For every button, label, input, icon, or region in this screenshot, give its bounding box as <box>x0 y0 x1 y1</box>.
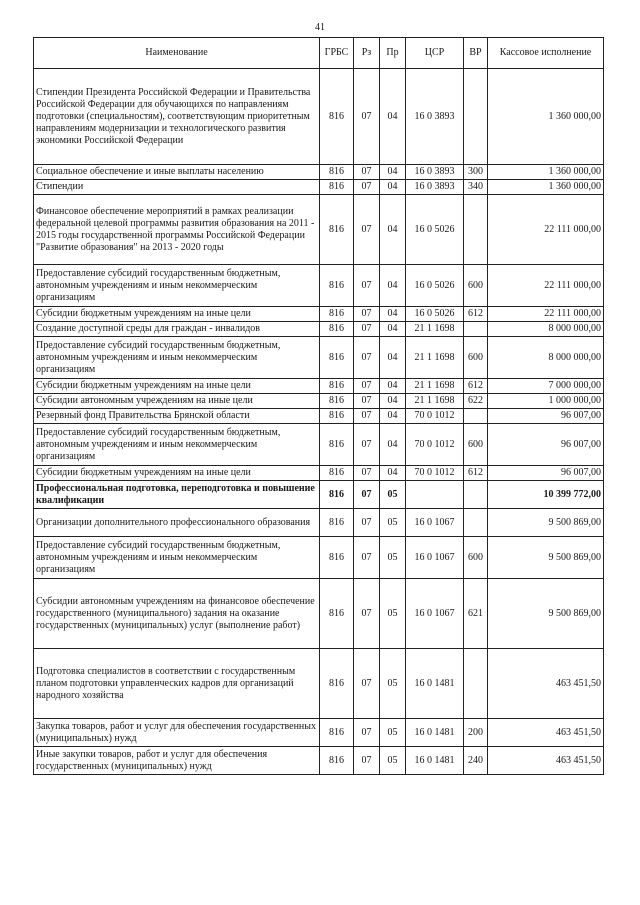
cell-rz: 07 <box>354 509 380 537</box>
cell-amount: 22 111 000,00 <box>488 195 604 265</box>
table-row <box>34 409 604 424</box>
cell-vr: 340 <box>464 180 488 195</box>
table-row <box>34 424 604 466</box>
cell-grbs: 816 <box>320 409 354 424</box>
cell-amount: 10 399 772,00 <box>488 481 604 509</box>
cell-amount: 9 500 869,00 <box>488 509 604 537</box>
cell-grbs: 816 <box>320 69 354 165</box>
table-row <box>34 337 604 379</box>
cell-csr: 16 0 1481 <box>406 719 464 747</box>
cell-vr <box>464 509 488 537</box>
cell-rz: 07 <box>354 180 380 195</box>
page-number: 41 <box>315 22 325 33</box>
cell-csr: 70 0 1012 <box>406 409 464 424</box>
cell-csr: 16 0 1481 <box>406 649 464 719</box>
cell-amount: 96 007,00 <box>488 466 604 481</box>
cell-name: Предоставление субсидий государственным бюджетным, автономным учреждениям и иным некоммерческим организациям <box>34 424 320 466</box>
cell-grbs: 816 <box>320 379 354 394</box>
cell-grbs: 816 <box>320 649 354 719</box>
cell-pr: 04 <box>380 379 406 394</box>
cell-name: Финансовое обеспечение мероприятий в рамках реализации федеральной целевой программы развития образования на 2011 - 2015 годы государственной программы Российской Федерации "Развитие образования" на 2013 - 2020 годы <box>34 195 320 265</box>
table-row <box>34 307 604 322</box>
cell-pr: 04 <box>380 195 406 265</box>
table-row <box>34 747 604 775</box>
cell-rz: 07 <box>354 747 380 775</box>
cell-grbs: 816 <box>320 307 354 322</box>
cell-name: Субсидии автономным учреждениям на финансовое обеспечение государственного (муниципального) задания на оказание государственных (муниципальных) услуг (выполнение работ) <box>34 579 320 649</box>
cell-vr: 600 <box>464 424 488 466</box>
cell-csr: 21 1 1698 <box>406 394 464 409</box>
cell-rz: 07 <box>354 409 380 424</box>
table-row <box>34 322 604 337</box>
cell-amount: 1 360 000,00 <box>488 180 604 195</box>
cell-name: Субсидии бюджетным учреждениям на иные цели <box>34 307 320 322</box>
cell-csr: 21 1 1698 <box>406 322 464 337</box>
cell-name: Резервный фонд Правительства Брянской области <box>34 409 320 424</box>
cell-csr: 70 0 1012 <box>406 466 464 481</box>
cell-name: Субсидии бюджетным учреждениям на иные цели <box>34 466 320 481</box>
header-row <box>34 38 604 69</box>
cell-rz: 07 <box>354 649 380 719</box>
cell-grbs: 816 <box>320 747 354 775</box>
cell-amount: 9 500 869,00 <box>488 579 604 649</box>
cell-pr: 04 <box>380 337 406 379</box>
cell-rz: 07 <box>354 466 380 481</box>
cell-csr <box>406 481 464 509</box>
cell-amount: 8 000 000,00 <box>488 337 604 379</box>
header-grbs: ГРБС <box>320 38 354 69</box>
cell-csr: 16 0 1481 <box>406 747 464 775</box>
cell-rz: 07 <box>354 537 380 579</box>
cell-vr: 622 <box>464 394 488 409</box>
header-vr: ВР <box>464 38 488 69</box>
cell-name: Предоставление субсидий государственным бюджетным, автономным учреждениям и иным некоммерческим организациям <box>34 337 320 379</box>
table-row <box>34 180 604 195</box>
cell-amount: 22 111 000,00 <box>488 265 604 307</box>
cell-vr: 612 <box>464 466 488 481</box>
cell-grbs: 816 <box>320 394 354 409</box>
cell-csr: 21 1 1698 <box>406 379 464 394</box>
cell-csr: 16 0 1067 <box>406 537 464 579</box>
cell-csr: 70 0 1012 <box>406 424 464 466</box>
cell-grbs: 816 <box>320 180 354 195</box>
cell-csr: 16 0 1067 <box>406 509 464 537</box>
cell-csr: 16 0 3893 <box>406 165 464 180</box>
cell-grbs: 816 <box>320 195 354 265</box>
cell-csr: 21 1 1698 <box>406 337 464 379</box>
cell-pr: 05 <box>380 579 406 649</box>
cell-rz: 07 <box>354 379 380 394</box>
cell-name: Закупка товаров, работ и услуг для обеспечения государственных (муниципальных) нужд <box>34 719 320 747</box>
cell-vr: 621 <box>464 579 488 649</box>
cell-pr: 04 <box>380 69 406 165</box>
table-row <box>34 165 604 180</box>
header-amount: Кассовое исполнение <box>488 38 604 69</box>
cell-rz: 07 <box>354 337 380 379</box>
cell-rz: 07 <box>354 481 380 509</box>
cell-csr: 16 0 3893 <box>406 69 464 165</box>
cell-pr: 04 <box>380 307 406 322</box>
cell-amount: 96 007,00 <box>488 409 604 424</box>
table-row <box>34 579 604 649</box>
cell-vr <box>464 409 488 424</box>
budget-table <box>33 37 604 775</box>
cell-rz: 07 <box>354 69 380 165</box>
cell-name: Иные закупки товаров, работ и услуг для обеспечения государственных (муниципальных) нужд <box>34 747 320 775</box>
cell-amount: 463 451,50 <box>488 719 604 747</box>
cell-vr <box>464 649 488 719</box>
table-row <box>34 394 604 409</box>
cell-name: Стипендии Президента Российской Федерации и Правительства Российской Федерации для обучающихся по направлениям подготовки (специальностям), соответствующим приоритетным направлениям модернизации и технологического развития экономики Российской Федерации <box>34 69 320 165</box>
cell-grbs: 816 <box>320 481 354 509</box>
cell-vr: 612 <box>464 379 488 394</box>
cell-amount: 7 000 000,00 <box>488 379 604 394</box>
cell-vr: 300 <box>464 165 488 180</box>
cell-name: Субсидии автономным учреждениям на иные цели <box>34 394 320 409</box>
cell-grbs: 816 <box>320 337 354 379</box>
cell-pr: 05 <box>380 509 406 537</box>
cell-amount: 22 111 000,00 <box>488 307 604 322</box>
table-row <box>34 265 604 307</box>
cell-rz: 07 <box>354 394 380 409</box>
cell-name: Предоставление субсидий государственным бюджетным, автономным учреждениям и иным некоммерческим организациям <box>34 265 320 307</box>
table-row <box>34 69 604 165</box>
header-rz: Рз <box>354 38 380 69</box>
cell-amount: 8 000 000,00 <box>488 322 604 337</box>
cell-name: Организации дополнительного профессионального образования <box>34 509 320 537</box>
cell-csr: 16 0 5026 <box>406 265 464 307</box>
cell-pr: 04 <box>380 424 406 466</box>
cell-vr: 240 <box>464 747 488 775</box>
table-row <box>34 379 604 394</box>
cell-name: Стипендии <box>34 180 320 195</box>
cell-pr: 04 <box>380 180 406 195</box>
cell-grbs: 816 <box>320 424 354 466</box>
cell-grbs: 816 <box>320 509 354 537</box>
cell-pr: 05 <box>380 747 406 775</box>
table-row <box>34 481 604 509</box>
cell-rz: 07 <box>354 719 380 747</box>
cell-name: Создание доступной среды для граждан - инвалидов <box>34 322 320 337</box>
cell-rz: 07 <box>354 322 380 337</box>
cell-amount: 1 000 000,00 <box>488 394 604 409</box>
cell-vr <box>464 69 488 165</box>
cell-name: Профессиональная подготовка, переподготовка и повышение квалификации <box>34 481 320 509</box>
cell-grbs: 816 <box>320 265 354 307</box>
table-row <box>34 537 604 579</box>
cell-rz: 07 <box>354 579 380 649</box>
cell-amount: 463 451,50 <box>488 649 604 719</box>
cell-grbs: 816 <box>320 322 354 337</box>
cell-pr: 04 <box>380 322 406 337</box>
cell-csr: 16 0 1067 <box>406 579 464 649</box>
header-name: Наименование <box>34 38 320 69</box>
header-csr: ЦСР <box>406 38 464 69</box>
table-row <box>34 509 604 537</box>
cell-pr: 04 <box>380 265 406 307</box>
cell-grbs: 816 <box>320 719 354 747</box>
cell-grbs: 816 <box>320 165 354 180</box>
cell-vr <box>464 195 488 265</box>
table-row <box>34 649 604 719</box>
cell-name: Предоставление субсидий государственным бюджетным, автономным учреждениям и иным некоммерческим организациям <box>34 537 320 579</box>
cell-grbs: 816 <box>320 579 354 649</box>
cell-amount: 463 451,50 <box>488 747 604 775</box>
cell-vr: 600 <box>464 265 488 307</box>
cell-pr: 05 <box>380 719 406 747</box>
cell-rz: 07 <box>354 424 380 466</box>
cell-pr: 05 <box>380 481 406 509</box>
cell-grbs: 816 <box>320 466 354 481</box>
cell-pr: 04 <box>380 409 406 424</box>
table-row <box>34 719 604 747</box>
cell-vr <box>464 322 488 337</box>
cell-vr: 612 <box>464 307 488 322</box>
cell-csr: 16 0 3893 <box>406 180 464 195</box>
cell-grbs: 816 <box>320 537 354 579</box>
cell-pr: 04 <box>380 394 406 409</box>
cell-csr: 16 0 5026 <box>406 307 464 322</box>
cell-rz: 07 <box>354 195 380 265</box>
cell-vr <box>464 481 488 509</box>
cell-amount: 1 360 000,00 <box>488 69 604 165</box>
cell-amount: 9 500 869,00 <box>488 537 604 579</box>
cell-pr: 04 <box>380 466 406 481</box>
cell-amount: 1 360 000,00 <box>488 165 604 180</box>
cell-csr: 16 0 5026 <box>406 195 464 265</box>
table-row <box>34 195 604 265</box>
cell-vr: 600 <box>464 537 488 579</box>
cell-pr: 05 <box>380 649 406 719</box>
cell-pr: 05 <box>380 537 406 579</box>
cell-rz: 07 <box>354 165 380 180</box>
table-row <box>34 466 604 481</box>
cell-rz: 07 <box>354 307 380 322</box>
cell-amount: 96 007,00 <box>488 424 604 466</box>
cell-rz: 07 <box>354 265 380 307</box>
cell-name: Социальное обеспечение и иные выплаты населению <box>34 165 320 180</box>
header-pr: Пр <box>380 38 406 69</box>
cell-name: Субсидии бюджетным учреждениям на иные цели <box>34 379 320 394</box>
cell-name: Подготовка специалистов в соответствии с государственным планом подготовки управленческих кадров для организаций народного хозяйства <box>34 649 320 719</box>
cell-pr: 04 <box>380 165 406 180</box>
cell-vr: 200 <box>464 719 488 747</box>
cell-vr: 600 <box>464 337 488 379</box>
